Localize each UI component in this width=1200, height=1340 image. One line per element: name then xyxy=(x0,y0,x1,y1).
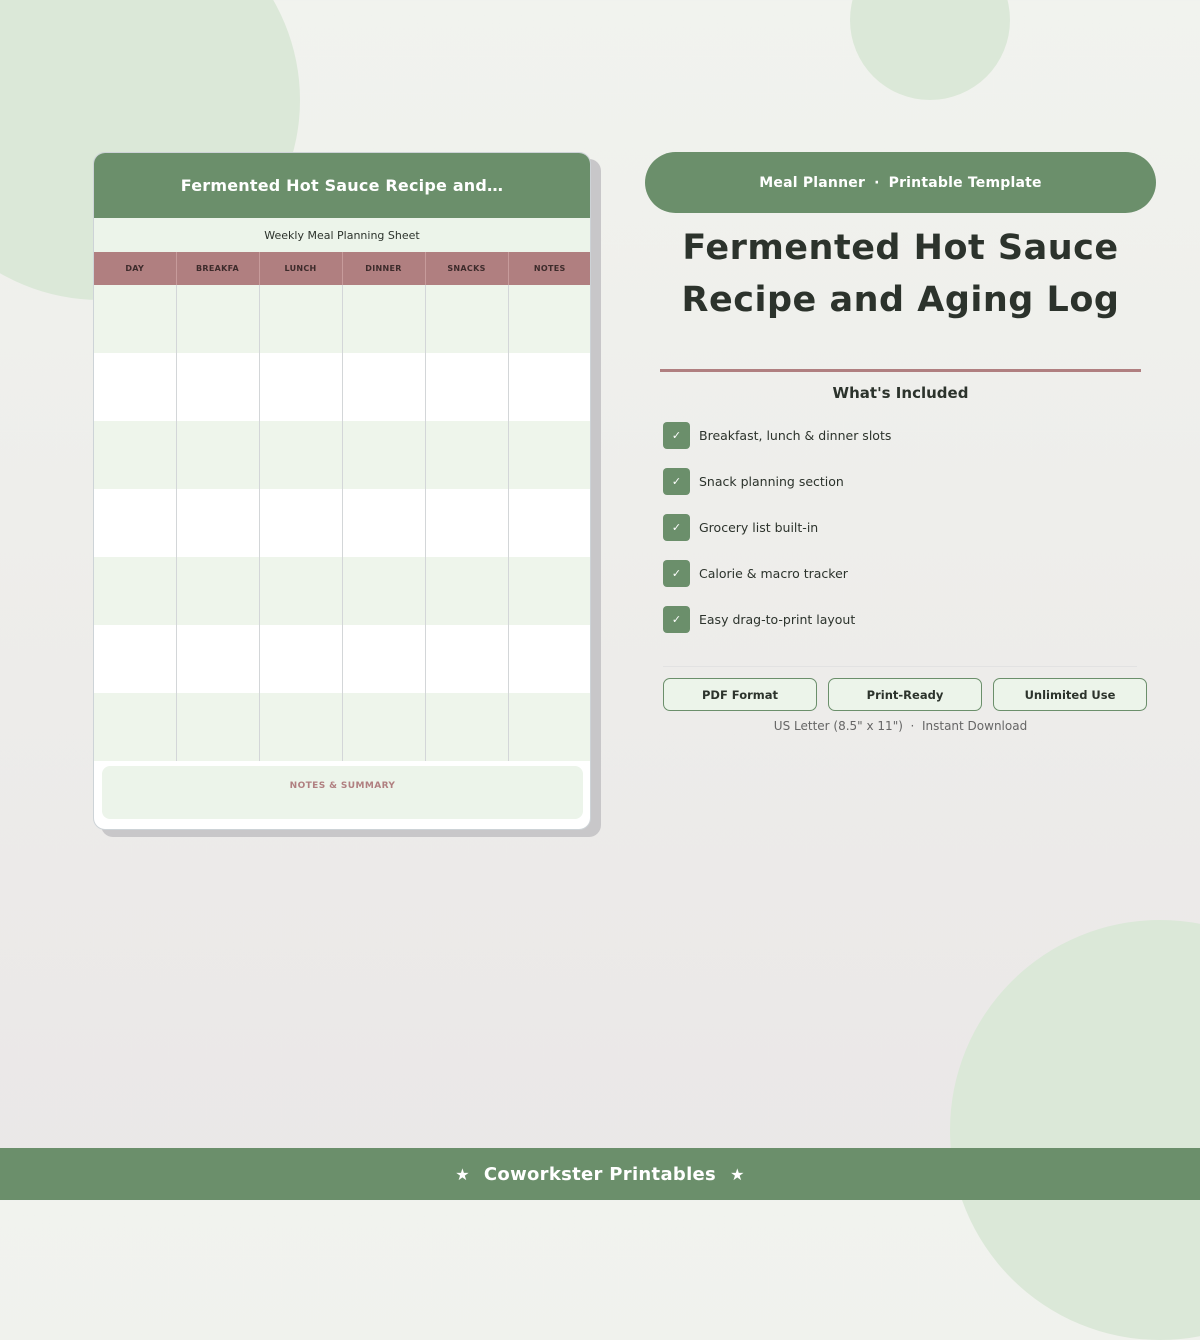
decorative-circle-bottom-right xyxy=(950,920,1200,1340)
notes-summary-box xyxy=(102,766,583,819)
table-cell xyxy=(508,353,591,421)
decorative-circle-top-right xyxy=(850,0,1010,100)
pill-category: Meal Planner xyxy=(759,174,866,191)
table-cell xyxy=(425,625,508,693)
table-cell xyxy=(94,353,176,421)
table-cell xyxy=(176,421,259,489)
feature-item xyxy=(663,421,891,449)
checkmark-icon: ✓ xyxy=(663,560,690,587)
table-row xyxy=(94,557,591,625)
table-cell xyxy=(176,693,259,761)
format-footnote: US Letter (8.5" x 11") · Instant Download xyxy=(773,719,1028,733)
print-ready-badge: Print-Ready xyxy=(828,678,982,711)
table-row xyxy=(94,489,591,557)
table-cell xyxy=(342,489,425,557)
table-cell xyxy=(425,489,508,557)
column-header-day: DAY xyxy=(94,252,176,285)
table-row xyxy=(94,693,591,761)
product-title-line-1: Fermented Hot Sauce xyxy=(682,228,1119,268)
table-cell xyxy=(259,285,342,353)
category-pill xyxy=(645,152,1156,213)
table-cell xyxy=(342,693,425,761)
table-cell xyxy=(176,353,259,421)
meal-plan-table xyxy=(94,252,591,761)
column-header-notes: NOTES xyxy=(508,252,591,285)
pill-separator: · xyxy=(874,174,880,191)
notes-summary-label: NOTES & SUMMARY xyxy=(289,781,396,791)
checkmark-icon: ✓ xyxy=(663,468,690,495)
column-header-dinner: DINNER xyxy=(342,252,425,285)
table-row xyxy=(94,353,591,421)
table-cell xyxy=(176,625,259,693)
product-title xyxy=(645,222,1156,326)
table-cell xyxy=(94,285,176,353)
star-icon: ★ xyxy=(730,1164,745,1184)
table-row xyxy=(94,421,591,489)
checkmark-icon: ✓ xyxy=(663,606,690,633)
star-icon: ★ xyxy=(455,1164,470,1184)
feature-item xyxy=(663,559,848,587)
checkmark-icon: ✓ xyxy=(663,514,690,541)
table-cell xyxy=(176,489,259,557)
checkmark-icon: ✓ xyxy=(663,422,690,449)
sheet-subtitle: Weekly Meal Planning Sheet xyxy=(94,218,590,252)
table-cell xyxy=(425,693,508,761)
feature-label: Easy drag-to-print layout xyxy=(699,611,856,627)
table-cell xyxy=(342,421,425,489)
table-cell xyxy=(508,421,591,489)
table-cell xyxy=(259,489,342,557)
section-divider xyxy=(663,666,1137,667)
table-cell xyxy=(259,421,342,489)
feature-item xyxy=(663,467,844,495)
table-cell xyxy=(176,285,259,353)
table-cell xyxy=(342,285,425,353)
whats-included-heading: What's Included xyxy=(832,384,969,402)
brand-name: Coworkster Printables xyxy=(483,1163,717,1185)
column-header-breakfast: BREAKFA xyxy=(176,252,259,285)
table-cell xyxy=(425,421,508,489)
table-row xyxy=(94,625,591,693)
table-cell xyxy=(259,625,342,693)
column-header-lunch: LUNCH xyxy=(259,252,342,285)
feature-label: Calorie & macro tracker xyxy=(699,565,848,581)
table-cell xyxy=(508,557,591,625)
feature-label: Snack planning section xyxy=(699,473,844,489)
table-cell xyxy=(259,353,342,421)
title-divider xyxy=(660,369,1141,372)
table-cell xyxy=(508,285,591,353)
feature-item xyxy=(663,605,855,633)
table-cell xyxy=(259,693,342,761)
table-cell xyxy=(425,557,508,625)
table-row xyxy=(94,285,591,353)
table-header-row xyxy=(94,252,591,285)
planner-sheet-preview xyxy=(93,152,591,830)
feature-label: Grocery list built-in xyxy=(699,519,819,535)
column-header-snacks: SNACKS xyxy=(425,252,508,285)
table-cell xyxy=(94,557,176,625)
table-cell xyxy=(94,421,176,489)
table-cell xyxy=(94,489,176,557)
table-cell xyxy=(342,625,425,693)
table-cell xyxy=(508,489,591,557)
table-cell xyxy=(94,625,176,693)
sheet-title: Fermented Hot Sauce Recipe and… xyxy=(94,153,590,218)
feature-label: Breakfast, lunch & dinner slots xyxy=(699,427,892,443)
pdf-format-badge: PDF Format xyxy=(663,678,817,711)
feature-item xyxy=(663,513,818,541)
table-cell xyxy=(425,285,508,353)
table-cell xyxy=(508,693,591,761)
table-cell xyxy=(508,625,591,693)
pill-type: Printable Template xyxy=(888,174,1042,191)
unlimited-use-badge: Unlimited Use xyxy=(993,678,1147,711)
product-title-line-2: Recipe and Aging Log xyxy=(681,280,1120,320)
table-cell xyxy=(94,693,176,761)
table-cell xyxy=(342,557,425,625)
table-cell xyxy=(259,557,342,625)
table-cell xyxy=(425,353,508,421)
brand-footer xyxy=(0,1148,1200,1200)
table-cell xyxy=(342,353,425,421)
table-cell xyxy=(176,557,259,625)
